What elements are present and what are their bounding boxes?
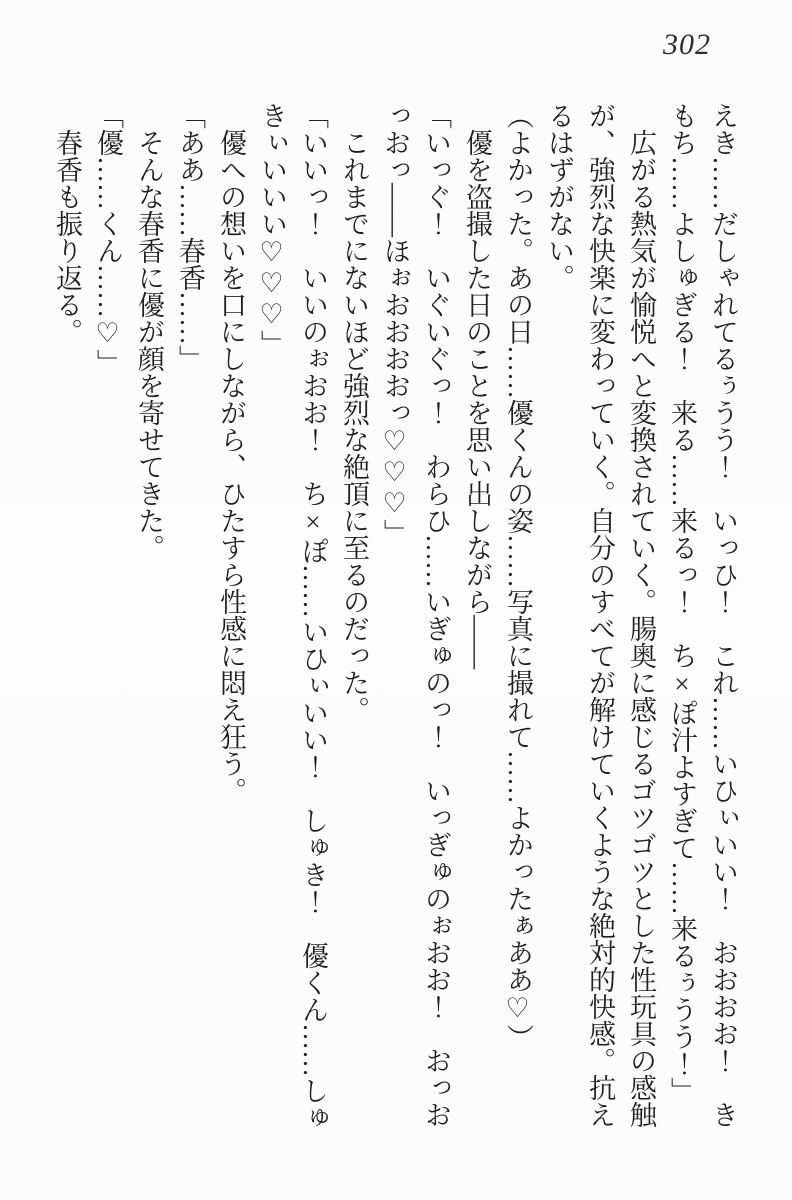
text-line: 「いっぐ！ いぐいぐっ！ わらひ……いぎゅのっ！ いっぎゅのぉおお！ おっお bbox=[421, 102, 451, 1128]
text-line: 優への想いを口にしながら、ひたすら性感に悶え狂う。 bbox=[216, 129, 246, 804]
text-line: が、強烈な快楽に変わっていく。自分のすべてが解けていくような絶対的快感。抗え bbox=[585, 102, 615, 1128]
text-line: 「いいっ！ いいのぉおお！ ち×ぽ……いひぃいい！ しゅき！ 優くん……しゅ bbox=[298, 102, 328, 1131]
text-line: 春香も振り返る。 bbox=[52, 129, 82, 345]
text-line: そんな春香に優が顔を寄せてきた。 bbox=[134, 129, 164, 561]
text-line: 優を盗撮した日のことを思い出しながら—— bbox=[462, 129, 492, 669]
text-line: もち……よしゅぎる！ 来る……来るっ！ ち×ぽ汁よすぎて……来るぅうう！」 bbox=[667, 102, 697, 1104]
text-line: っおっ——ほぉおおおおっ♡♡♡」 bbox=[380, 102, 410, 546]
text-line: これまでにないほど強烈な絶頂に至るのだった。 bbox=[339, 129, 369, 723]
text-line: えき……だしゃれてるぅうう！ いっひ！ これ……いひぃいい！ おおおお！ き bbox=[708, 102, 738, 1128]
text-line: 「優……くん……♡」 bbox=[93, 102, 123, 376]
text-line: 広がる熱気が愉悦へと変換されていく。腸奥に感じるゴツゴツとした性玩具の感触 bbox=[626, 129, 656, 1128]
page-number: 302 bbox=[663, 28, 711, 61]
text-line: （よかった。あの日……優くんの姿……写真に撮れて……よかったぁああ♡） bbox=[503, 102, 533, 1051]
text-line: 「ああ……春香……」 bbox=[175, 102, 205, 372]
text-line: きぃいいい♡♡♡」 bbox=[257, 102, 287, 357]
text-line: るはずがない。 bbox=[544, 102, 574, 291]
vertical-text-block bbox=[46, 102, 743, 1131]
